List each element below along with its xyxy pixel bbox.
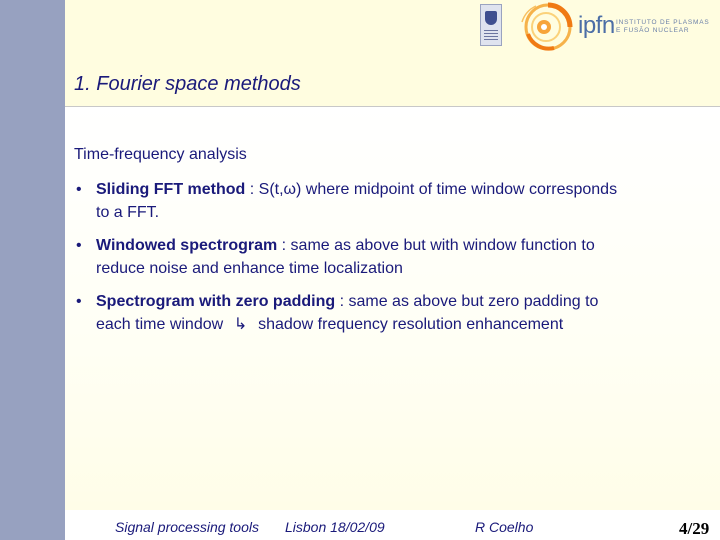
university-logo — [480, 4, 502, 46]
bullet-text: : S(t,ω) where midpoint of time window corresponds to a FFT. — [96, 181, 618, 221]
bullet-text: : same as above but zero padding to each time window — [96, 293, 599, 333]
bullet-term: Spectrogram with zero padding — [96, 293, 336, 310]
ipfn-subtitle-line1: INSTITUTO DE PLASMAS — [616, 19, 710, 26]
footer-author: R Coelho — [475, 519, 534, 535]
bullet-item-windowed-spectrogram — [74, 234, 634, 280]
bullet-term: Windowed spectrogram — [96, 237, 278, 254]
ipfn-subtitle — [616, 19, 710, 35]
bullet-marker: • — [76, 293, 82, 310]
left-sidebar-bar — [0, 0, 65, 540]
bullet-marker: • — [76, 181, 82, 198]
logo-text-lines — [484, 30, 498, 40]
bullet-term: Sliding FFT method — [96, 181, 246, 198]
arrow-icon: ↳ — [233, 316, 248, 333]
slide-title: 1. Fourier space methods — [74, 73, 301, 95]
ipfn-wordmark: ipfn — [578, 12, 615, 39]
page-number: 4/29 — [679, 519, 710, 538]
bullet-item-zero-padding — [74, 290, 634, 336]
bullet-item-sliding-fft — [74, 178, 634, 224]
bullet-marker: • — [76, 237, 82, 254]
bullet-text: : same as above but with window function to reduce noise and enhance time localization — [96, 237, 595, 277]
footer-location-date: Lisbon 18/02/09 — [285, 519, 385, 535]
footer-topic: Signal processing tools — [115, 519, 259, 535]
shield-icon — [485, 11, 497, 25]
bullet-list — [74, 178, 634, 336]
section-heading: Time-frequency analysis — [74, 146, 247, 163]
bullet-text-continued: shadow frequency resolution enhancement — [253, 316, 564, 333]
ipfn-subtitle-line2: E FUSÃO NUCLEAR — [616, 27, 690, 34]
